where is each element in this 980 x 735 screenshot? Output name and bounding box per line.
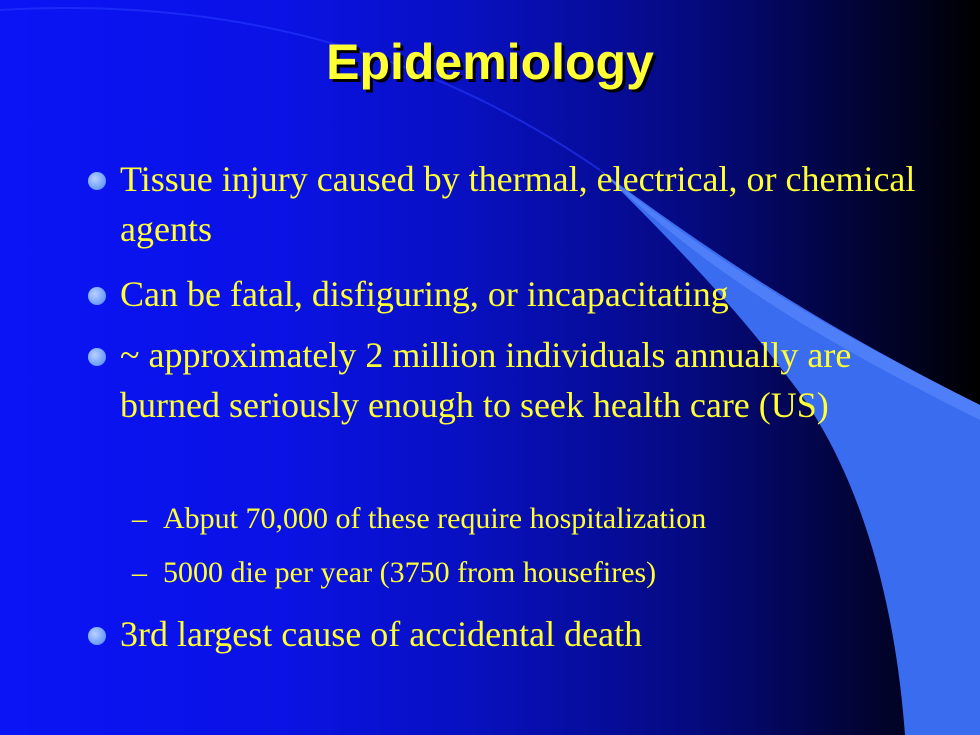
sub-bullet-dash: – — [132, 502, 147, 535]
bullet-dot-icon — [88, 348, 106, 366]
sub-bullet-dash: – — [132, 556, 147, 589]
bullet-dot-icon — [88, 287, 106, 305]
bullet-dot-icon — [88, 172, 106, 190]
bullet-item: Can be fatal, disfiguring, or incapacitating — [120, 274, 729, 314]
bullet-item: ~ approximately 2 million individuals annually are burned seriously enough to seek health care (US) — [120, 335, 852, 425]
sub-bullet-item: Abput 70,000 of these require hospitalization — [163, 502, 707, 535]
bullet-item: Tissue injury caused by thermal, electrical, or chemical agents — [120, 159, 916, 249]
bullet-dot-icon — [88, 627, 106, 645]
bullet-item: 3rd largest cause of accidental death — [120, 614, 643, 654]
sub-bullet-item: 5000 die per year (3750 from housefires) — [163, 556, 657, 589]
slide-title: Epidemiology — [326, 34, 654, 90]
